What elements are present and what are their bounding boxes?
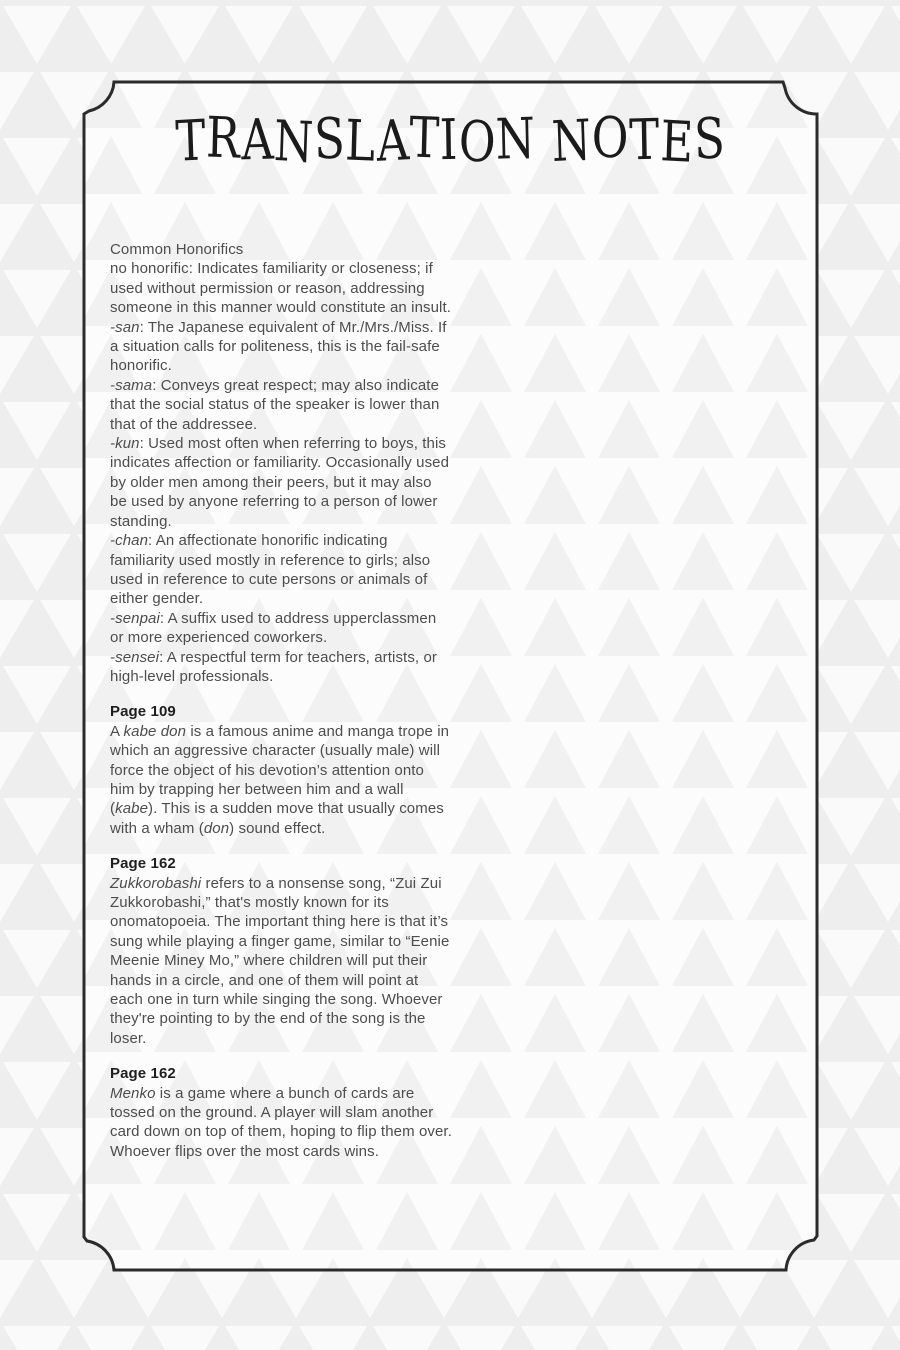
text-paragraph	[110, 722, 452, 838]
text-run: : An affectionate honorific indicating familiarity used mostly in reference to girls; also used in reference to cute persons or animals of either gender.	[110, 532, 431, 608]
title-letter: T	[629, 107, 661, 174]
text-run: is a game where a bunch of cards are tossed on the ground. A player will slam another card down on top of them, hoping to flip them over. Whoever flips over the most cards wins.	[110, 1084, 452, 1160]
title-letter: T	[174, 108, 208, 175]
title-letter: R	[205, 105, 242, 172]
title-letter: A	[240, 107, 275, 174]
title-letter: S	[693, 106, 726, 173]
paragraph-heading-run: Page 109	[110, 703, 176, 721]
italic-term-run: -sensei	[110, 648, 160, 666]
title-letter: E	[659, 109, 695, 176]
title-letter: O	[457, 109, 498, 176]
italic-term-run: don	[203, 819, 230, 837]
italic-term-run: -sama	[110, 376, 153, 394]
text-run: : Used most often when referring to boys, this indicates affection or familiarity. Occasionally used by older men among their peers, but it may also be used by anyone referring to a person of lower standing.	[110, 435, 450, 530]
text-run: ) sound effect.	[229, 819, 326, 837]
italic-term-run: -san	[110, 318, 140, 336]
block-spacer	[110, 838, 452, 854]
text-paragraph	[110, 874, 452, 1049]
text-paragraph	[110, 240, 452, 259]
title-letter: I	[439, 107, 460, 174]
text-run: refers to a nonsense song, “Zui Zui Zukkorobashi,” that's mostly known for its onomatopoeia. The important thing here is that it’s sung while playing a finger game, similar to “Eenie Meenie Miney Mo,” where children will put their hands in a circle, and one of them will point at each one in turn while singing the song. Whoever they're pointing to by the end of the song is the loser.	[110, 874, 450, 1047]
title-letter: N	[495, 106, 537, 173]
title-letter: L	[344, 108, 378, 175]
text-run: Common Honorifics	[110, 241, 244, 258]
title-letter: N	[272, 108, 316, 177]
text-run: A	[110, 722, 124, 740]
italic-term-run: -chan	[110, 532, 149, 550]
page-title	[157, 105, 743, 177]
title-letter: T	[408, 105, 441, 172]
text-paragraph	[110, 434, 452, 531]
title-letter: O	[591, 105, 631, 172]
text-paragraph	[110, 1064, 452, 1083]
text-paragraph	[110, 609, 452, 648]
text-run: : The Japanese equivalent of Mr./Mrs./Miss. If a situation calls for politeness, this is the fail-safe honorific.	[110, 318, 447, 375]
text-run: : Conveys great respect; may also indicate that the social status of the speaker is lower than that of the addressee.	[110, 376, 440, 433]
text-paragraph	[110, 376, 452, 434]
block-spacer	[110, 1048, 452, 1064]
text-run: is a famous anime and manga trope in which an aggressive character (usually male) will force the object of his devotion’s attention onto him by trapping her between him and a wall (	[110, 722, 450, 818]
italic-term-run: kabe don	[123, 722, 187, 740]
title-letter: A	[375, 108, 411, 175]
text-paragraph	[110, 259, 452, 317]
text-run: ). This is a sudden move that usually comes with a wham (	[110, 800, 444, 837]
text-run: : A suffix used to address upperclassmen or more experienced coworkers.	[110, 609, 437, 647]
italic-term-run: -kun	[110, 435, 140, 453]
italic-term-run: -senpai	[110, 609, 160, 627]
italic-term-run: Zukkorobashi	[110, 874, 202, 892]
italic-term-run: Menko	[110, 1084, 156, 1102]
paragraph-heading-run: Page 162	[110, 855, 176, 873]
text-paragraph	[110, 702, 452, 721]
text-paragraph	[110, 531, 452, 609]
text-paragraph	[110, 1084, 452, 1162]
paragraph-heading-run: Page 162	[110, 1065, 176, 1083]
title-letter: S	[313, 106, 347, 173]
text-paragraph	[110, 318, 452, 376]
title-letter: N	[550, 107, 594, 176]
text-run: no honorific: Indicates familiarity or closeness; if used without permission or reason, addressing someone in this manner would constitute an insult.	[110, 260, 452, 317]
block-spacer	[110, 686, 452, 702]
text-paragraph	[110, 854, 452, 873]
text-run: : A respectful term for teachers, artists, or high-level professionals.	[110, 648, 437, 685]
italic-term-run: kabe	[115, 800, 149, 818]
text-paragraph	[110, 648, 452, 687]
notes-column	[110, 240, 452, 1161]
